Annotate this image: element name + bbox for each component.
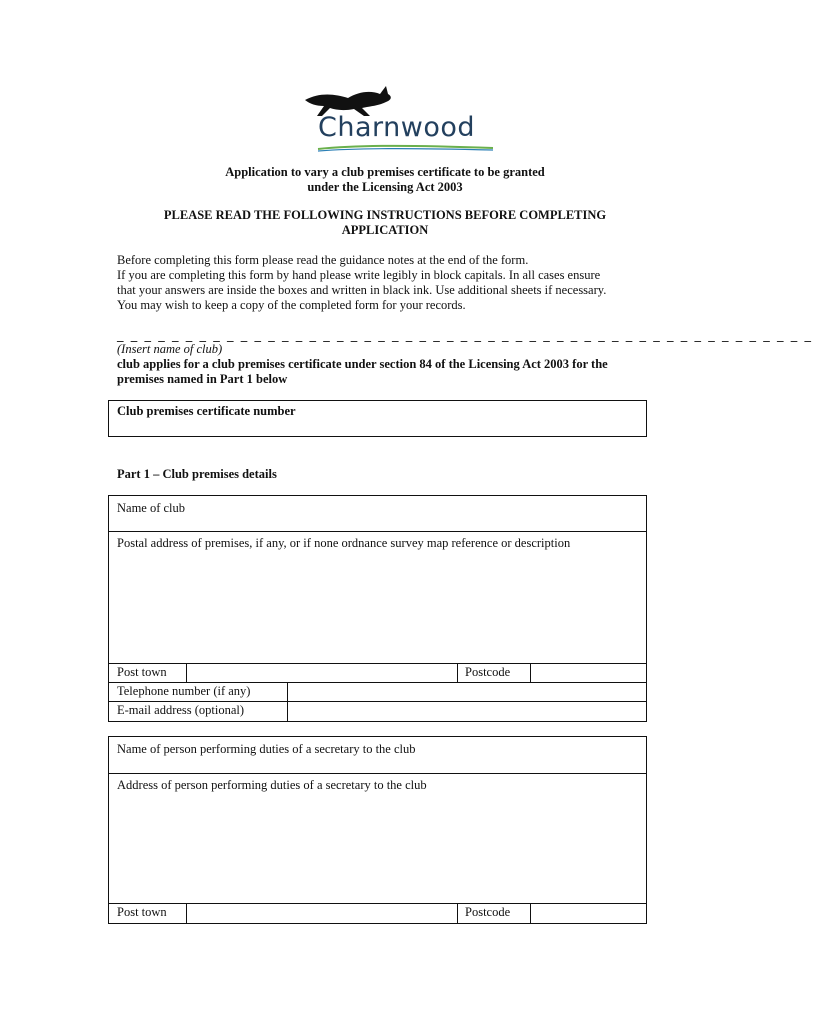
intro-line: Before completing this form please read the guidance notes at the end of the form.	[117, 253, 529, 267]
secretary-table	[108, 736, 647, 924]
club-name-hint: (Insert name of club)	[117, 342, 223, 356]
secretary-name-field[interactable]	[109, 737, 646, 774]
applies-line-2: premises named in Part 1 below	[117, 372, 288, 386]
intro-paragraph	[117, 253, 677, 313]
charnwood-logo	[300, 80, 500, 156]
instructions-line-2: APPLICATION	[341, 223, 429, 237]
part1-heading: Part 1 – Club premises details	[117, 467, 277, 481]
post-town-label: Post town	[109, 663, 187, 683]
applies-statement	[117, 357, 677, 387]
name-of-club-label: Name of club	[117, 501, 186, 515]
intro-line: You may wish to keep a copy of the completed form for your records.	[117, 298, 466, 312]
certificate-number-label: Club premises certificate number	[117, 404, 296, 418]
club-name-field[interactable]: _ _ _ _ _ _ _ _ _ _ _ _ _ _ _ _ _ _ _ _ _ _ _ _ _ _ _ _ _ _ _ _ _ _ _ _ _ _ _ _ _ _ _ _ _ _ _ _ _ _ _	[117, 328, 813, 343]
intro-line: If you are completing this form by hand please write legibly in block capitals. In all cases ensure	[117, 268, 601, 282]
club-premises-table	[108, 495, 647, 722]
postal-address-field[interactable]	[109, 531, 646, 664]
title-line-2: under the Licensing Act 2003	[307, 180, 463, 194]
title-line-1: Application to vary a club premises certificate to be granted	[225, 165, 545, 179]
secretary-postcode-input[interactable]	[530, 903, 646, 923]
email-label: E-mail address (optional)	[109, 701, 288, 721]
postcode-label: Postcode	[457, 663, 531, 683]
form-title	[0, 165, 770, 195]
applies-line-1: club applies for a club premises certificate under section 84 of the Licensing Act 2003 for the	[117, 357, 608, 371]
secretary-postcode-label: Postcode	[457, 903, 531, 923]
secretary-address-label: Address of person performing duties of a secretary to the club	[117, 778, 427, 792]
intro-line: that your answers are inside the boxes and written in black ink. Use additional sheets if necessary.	[117, 283, 607, 297]
postcode-input[interactable]	[530, 663, 646, 683]
secretary-post-town-label: Post town	[109, 903, 187, 923]
telephone-input[interactable]	[287, 682, 646, 702]
secretary-address-field[interactable]	[109, 773, 646, 904]
instructions-line-1: PLEASE READ THE FOLLOWING INSTRUCTIONS BEFORE COMPLETING	[163, 208, 607, 222]
logo-swoosh	[318, 144, 493, 152]
secretary-name-label: Name of person performing duties of a secretary to the club	[117, 742, 416, 756]
email-input[interactable]	[287, 701, 646, 721]
instructions-heading	[0, 208, 770, 238]
post-town-input[interactable]	[186, 663, 458, 683]
telephone-label: Telephone number (if any)	[109, 682, 288, 702]
name-of-club-field[interactable]	[109, 496, 646, 532]
certificate-number-field[interactable]	[108, 400, 647, 437]
postal-address-label: Postal address of premises, if any, or if none ordnance survey map reference or description	[117, 536, 571, 550]
secretary-post-town-input[interactable]	[186, 903, 458, 923]
logo-text: Charnwood	[318, 112, 476, 143]
